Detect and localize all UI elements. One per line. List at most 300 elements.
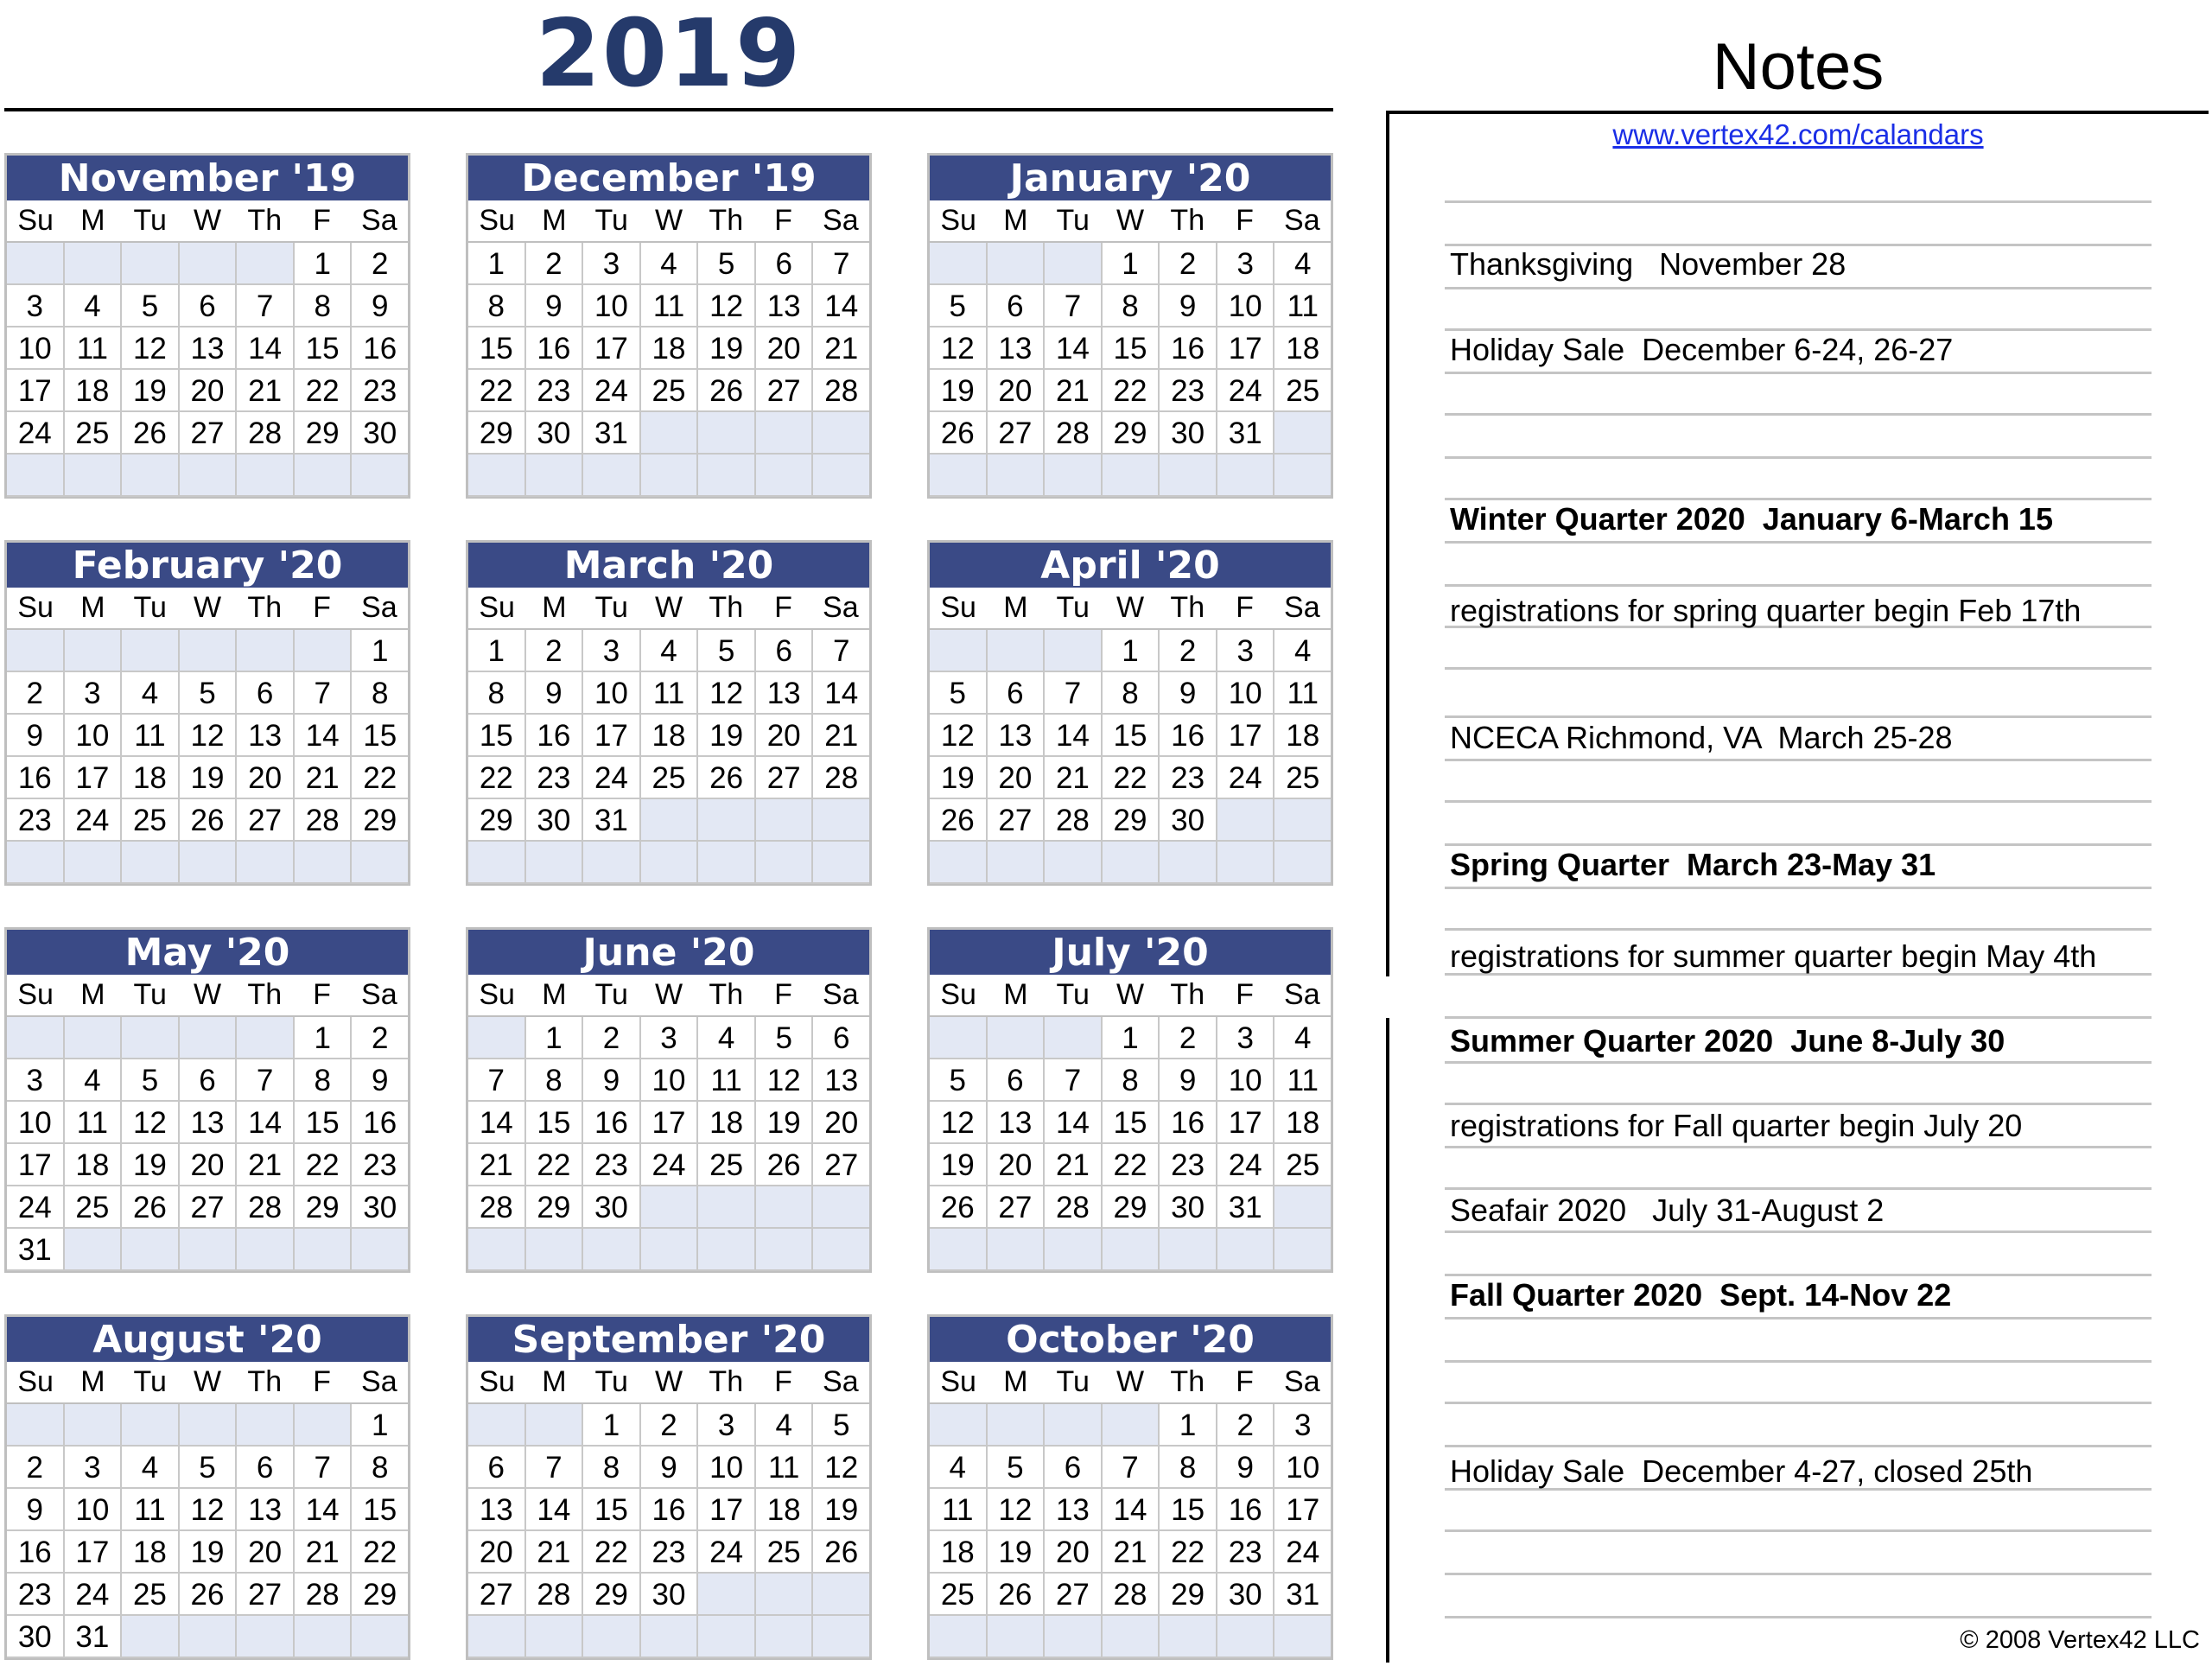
day-cell: 12 xyxy=(698,285,756,327)
empty-day-cell xyxy=(988,1616,1046,1658)
day-cell: 15 xyxy=(352,715,408,757)
day-cell: 29 xyxy=(295,1186,353,1229)
week-row xyxy=(930,630,1331,672)
month-calendar xyxy=(4,153,410,499)
week-row xyxy=(468,1574,869,1616)
empty-day-cell xyxy=(295,1404,353,1447)
day-cell: 14 xyxy=(468,1102,526,1144)
week-row xyxy=(468,1186,869,1229)
note-line xyxy=(1445,1445,2152,1447)
weekday-label: Sa xyxy=(823,591,859,624)
empty-day-cell xyxy=(1274,1229,1331,1271)
day-cell: 30 xyxy=(526,412,584,455)
day-cell: 17 xyxy=(7,370,65,412)
empty-day-cell xyxy=(180,842,238,884)
weekday-label: W xyxy=(1116,978,1145,1011)
day-cell: 6 xyxy=(237,672,295,715)
day-cell: 16 xyxy=(641,1489,699,1531)
weekday-label: M xyxy=(80,204,105,237)
day-cell: 13 xyxy=(756,672,814,715)
day-cell: 2 xyxy=(526,243,584,285)
day-cell: 18 xyxy=(756,1489,814,1531)
weekday-label: Su xyxy=(17,1365,54,1398)
note-entry: Fall Quarter 2020 Sept. 14-Nov 22 xyxy=(1450,1277,1952,1313)
empty-day-cell xyxy=(583,842,641,884)
day-cell: 16 xyxy=(352,327,408,370)
weekday-label: F xyxy=(313,978,331,1011)
day-cell: 19 xyxy=(122,370,180,412)
day-cell: 27 xyxy=(988,412,1046,455)
day-cell: 24 xyxy=(7,1186,65,1229)
day-cell: 1 xyxy=(295,1017,353,1059)
day-cell: 3 xyxy=(1217,1017,1275,1059)
day-cell: 20 xyxy=(237,757,295,799)
vertex42-link[interactable]: www.vertex42.com/calandars xyxy=(1612,118,1984,150)
day-cell: 25 xyxy=(641,370,699,412)
day-cell: 26 xyxy=(988,1574,1046,1616)
weekday-label: Tu xyxy=(594,204,628,237)
weekday-label: Su xyxy=(17,204,54,237)
note-entry: Thanksgiving November 28 xyxy=(1450,246,1847,282)
empty-day-cell xyxy=(1274,1186,1331,1229)
day-cell: 8 xyxy=(468,672,526,715)
empty-day-cell xyxy=(526,1616,584,1658)
day-cell: 1 xyxy=(526,1017,584,1059)
day-cell: 12 xyxy=(930,715,988,757)
week-row xyxy=(930,715,1331,757)
week-row xyxy=(930,285,1331,327)
week-row xyxy=(930,1102,1331,1144)
week-row xyxy=(930,1531,1331,1574)
day-cell: 28 xyxy=(237,412,295,455)
day-cell: 8 xyxy=(583,1447,641,1489)
empty-day-cell xyxy=(1274,799,1331,842)
day-cell: 25 xyxy=(641,757,699,799)
note-line xyxy=(1445,287,2152,289)
weekday-label: Th xyxy=(709,978,744,1011)
empty-day-cell xyxy=(813,799,869,842)
week-row xyxy=(930,1017,1331,1059)
weekday-label: Th xyxy=(709,591,744,624)
day-cell: 20 xyxy=(988,757,1046,799)
day-cell: 9 xyxy=(7,715,65,757)
day-cell: 3 xyxy=(65,1447,123,1489)
week-row xyxy=(468,715,869,757)
day-cell: 4 xyxy=(65,285,123,327)
day-cell: 24 xyxy=(7,412,65,455)
day-cell: 13 xyxy=(237,715,295,757)
week-row xyxy=(7,1017,408,1059)
day-cell: 12 xyxy=(122,1102,180,1144)
day-cell: 6 xyxy=(988,672,1046,715)
empty-day-cell xyxy=(122,630,180,672)
week-row xyxy=(7,630,408,672)
day-cell: 15 xyxy=(468,715,526,757)
week-row xyxy=(468,1447,869,1489)
weekday-label: Tu xyxy=(133,591,167,624)
empty-day-cell xyxy=(698,1574,756,1616)
day-cell: 2 xyxy=(1160,1017,1217,1059)
day-cell: 4 xyxy=(122,1447,180,1489)
empty-day-cell xyxy=(1103,1229,1160,1271)
day-cell: 18 xyxy=(65,1144,123,1186)
day-cell: 24 xyxy=(583,370,641,412)
week-row xyxy=(468,1102,869,1144)
empty-day-cell xyxy=(468,455,526,497)
day-cell: 22 xyxy=(526,1144,584,1186)
empty-day-cell xyxy=(698,799,756,842)
day-cell: 27 xyxy=(756,370,814,412)
day-cell: 27 xyxy=(988,1186,1046,1229)
notes-border-left xyxy=(1386,111,1389,976)
day-cell: 21 xyxy=(237,1144,295,1186)
day-cell: 9 xyxy=(352,1059,408,1102)
day-cell: 29 xyxy=(583,1574,641,1616)
day-cell: 2 xyxy=(7,1447,65,1489)
day-cell: 30 xyxy=(352,412,408,455)
day-cell: 23 xyxy=(7,1574,65,1616)
empty-day-cell xyxy=(1217,1616,1275,1658)
day-cell: 24 xyxy=(641,1144,699,1186)
day-cell: 7 xyxy=(237,285,295,327)
empty-day-cell xyxy=(583,1229,641,1271)
empty-day-cell xyxy=(756,799,814,842)
empty-day-cell xyxy=(352,455,408,497)
weekday-label: W xyxy=(1116,204,1145,237)
week-row xyxy=(930,1144,1331,1186)
empty-day-cell xyxy=(1045,243,1103,285)
empty-day-cell xyxy=(756,412,814,455)
empty-day-cell xyxy=(813,1186,869,1229)
day-cell: 20 xyxy=(237,1531,295,1574)
day-cell: 3 xyxy=(65,672,123,715)
note-entry: Winter Quarter 2020 January 6-March 15 xyxy=(1450,501,2053,537)
empty-day-cell xyxy=(930,1229,988,1271)
day-cell: 16 xyxy=(7,757,65,799)
month-header: April '20 xyxy=(930,543,1331,588)
day-cell: 18 xyxy=(1274,1102,1331,1144)
day-cell: 3 xyxy=(7,285,65,327)
day-cell: 6 xyxy=(180,285,238,327)
note-entry: registrations for spring quarter begin Feb 17th xyxy=(1450,593,2082,628)
day-cell: 23 xyxy=(1160,370,1217,412)
day-cell: 31 xyxy=(583,412,641,455)
day-cell: 20 xyxy=(813,1102,869,1144)
week-row xyxy=(930,327,1331,370)
empty-day-cell xyxy=(930,1404,988,1447)
day-cell: 29 xyxy=(1160,1574,1217,1616)
empty-day-cell xyxy=(813,1616,869,1658)
day-cell: 1 xyxy=(1103,630,1160,672)
day-cell: 22 xyxy=(468,757,526,799)
day-cell: 2 xyxy=(1160,243,1217,285)
day-cell: 30 xyxy=(1160,412,1217,455)
day-cell: 27 xyxy=(237,799,295,842)
day-cell: 28 xyxy=(526,1574,584,1616)
day-cell: 25 xyxy=(698,1144,756,1186)
note-entry: Holiday Sale December 6-24, 26-27 xyxy=(1450,332,1954,367)
day-cell: 29 xyxy=(468,412,526,455)
week-row xyxy=(468,1531,869,1574)
empty-day-cell xyxy=(930,1017,988,1059)
day-cell: 13 xyxy=(468,1489,526,1531)
day-cell: 3 xyxy=(698,1404,756,1447)
weekday-label: W xyxy=(193,978,222,1011)
day-cell: 31 xyxy=(1217,1186,1275,1229)
empty-day-cell xyxy=(1103,842,1160,884)
day-cell: 22 xyxy=(1160,1531,1217,1574)
day-cell: 21 xyxy=(468,1144,526,1186)
day-cell: 1 xyxy=(1160,1404,1217,1447)
week-row xyxy=(930,842,1331,884)
day-cell: 11 xyxy=(1274,285,1331,327)
empty-day-cell xyxy=(237,1017,295,1059)
day-cell: 11 xyxy=(65,1102,123,1144)
day-cell: 25 xyxy=(1274,1144,1331,1186)
weekday-header-row xyxy=(7,975,408,1017)
empty-day-cell xyxy=(641,412,699,455)
empty-day-cell xyxy=(988,455,1046,497)
empty-day-cell xyxy=(1217,455,1275,497)
empty-day-cell xyxy=(813,1574,869,1616)
day-cell: 24 xyxy=(1217,757,1275,799)
week-row xyxy=(468,842,869,884)
empty-day-cell xyxy=(468,1616,526,1658)
day-cell: 19 xyxy=(813,1489,869,1531)
day-cell: 3 xyxy=(1217,243,1275,285)
empty-day-cell xyxy=(65,1404,123,1447)
weekday-label: Th xyxy=(247,591,283,624)
day-cell: 22 xyxy=(1103,757,1160,799)
day-cell: 7 xyxy=(813,630,869,672)
day-cell: 9 xyxy=(7,1489,65,1531)
day-cell: 31 xyxy=(7,1229,65,1271)
weekday-label: M xyxy=(542,978,567,1011)
weekday-header-row xyxy=(930,975,1331,1017)
day-cell: 7 xyxy=(813,243,869,285)
empty-day-cell xyxy=(352,1616,408,1658)
empty-day-cell xyxy=(1160,1616,1217,1658)
weekday-label: W xyxy=(654,978,683,1011)
day-cell: 28 xyxy=(1045,412,1103,455)
empty-day-cell xyxy=(641,842,699,884)
day-cell: 6 xyxy=(180,1059,238,1102)
day-cell: 25 xyxy=(122,799,180,842)
weekday-label: Tu xyxy=(133,1365,167,1398)
year-title: 2019 xyxy=(535,0,803,108)
day-cell: 8 xyxy=(1160,1447,1217,1489)
weekday-label: M xyxy=(1003,978,1028,1011)
weekday-label: Sa xyxy=(361,591,397,624)
day-cell: 7 xyxy=(1045,1059,1103,1102)
weekday-label: F xyxy=(1236,978,1254,1011)
day-cell: 4 xyxy=(1274,630,1331,672)
empty-day-cell xyxy=(988,1017,1046,1059)
weekday-label: Su xyxy=(479,978,515,1011)
empty-day-cell xyxy=(7,1017,65,1059)
day-cell: 23 xyxy=(7,799,65,842)
day-cell: 14 xyxy=(813,285,869,327)
day-cell: 5 xyxy=(930,1059,988,1102)
day-cell: 7 xyxy=(468,1059,526,1102)
week-row xyxy=(930,1059,1331,1102)
day-cell: 13 xyxy=(988,715,1046,757)
month-calendar xyxy=(466,927,872,1273)
day-cell: 8 xyxy=(352,672,408,715)
weekday-label: Sa xyxy=(1284,591,1320,624)
day-cell: 13 xyxy=(988,1102,1046,1144)
empty-day-cell xyxy=(641,1229,699,1271)
empty-day-cell xyxy=(988,1404,1046,1447)
weekday-header-row xyxy=(7,588,408,630)
note-entry: Summer Quarter 2020 June 8-July 30 xyxy=(1450,1023,2005,1059)
day-cell: 16 xyxy=(526,715,584,757)
note-line xyxy=(1445,1317,2152,1319)
day-cell: 15 xyxy=(295,1102,353,1144)
day-cell: 19 xyxy=(698,327,756,370)
empty-day-cell xyxy=(180,1404,238,1447)
day-cell: 6 xyxy=(756,630,814,672)
day-cell: 26 xyxy=(122,412,180,455)
day-cell: 7 xyxy=(1103,1447,1160,1489)
empty-day-cell xyxy=(813,455,869,497)
day-cell: 26 xyxy=(698,370,756,412)
empty-day-cell xyxy=(122,455,180,497)
empty-day-cell xyxy=(698,1186,756,1229)
empty-day-cell xyxy=(295,455,353,497)
weekday-header-row xyxy=(930,1362,1331,1404)
day-cell: 17 xyxy=(7,1144,65,1186)
day-cell: 20 xyxy=(756,327,814,370)
month-calendar xyxy=(466,1314,872,1660)
week-row xyxy=(7,327,408,370)
weekday-label: M xyxy=(80,591,105,624)
empty-day-cell xyxy=(698,412,756,455)
day-cell: 9 xyxy=(641,1447,699,1489)
day-cell: 14 xyxy=(813,672,869,715)
empty-day-cell xyxy=(237,243,295,285)
day-cell: 21 xyxy=(1045,1144,1103,1186)
empty-day-cell xyxy=(65,455,123,497)
copyright-text: © 2008 Vertex42 LLC xyxy=(1960,1626,2200,1654)
month-calendar xyxy=(927,153,1333,499)
empty-day-cell xyxy=(65,1017,123,1059)
month-calendar xyxy=(466,153,872,499)
weekday-label: Sa xyxy=(1284,1365,1320,1398)
day-cell: 29 xyxy=(526,1186,584,1229)
day-cell: 12 xyxy=(930,1102,988,1144)
day-cell: 1 xyxy=(468,630,526,672)
empty-day-cell xyxy=(65,630,123,672)
day-cell: 17 xyxy=(1217,1102,1275,1144)
note-line xyxy=(1445,1616,2152,1618)
weekday-label: F xyxy=(774,591,792,624)
week-row xyxy=(7,1489,408,1531)
empty-day-cell xyxy=(641,1616,699,1658)
empty-day-cell xyxy=(988,1229,1046,1271)
day-cell: 5 xyxy=(988,1447,1046,1489)
day-cell: 28 xyxy=(1045,799,1103,842)
day-cell: 13 xyxy=(180,327,238,370)
empty-day-cell xyxy=(1160,842,1217,884)
day-cell: 11 xyxy=(641,672,699,715)
day-cell: 7 xyxy=(1045,672,1103,715)
day-cell: 12 xyxy=(180,1489,238,1531)
note-line xyxy=(1445,1360,2152,1363)
weekday-label: Su xyxy=(479,204,515,237)
empty-day-cell xyxy=(526,1229,584,1271)
weekday-label: Sa xyxy=(361,204,397,237)
empty-day-cell xyxy=(813,412,869,455)
day-cell: 19 xyxy=(930,370,988,412)
day-cell: 28 xyxy=(813,757,869,799)
day-cell: 21 xyxy=(237,370,295,412)
empty-day-cell xyxy=(237,842,295,884)
day-cell: 4 xyxy=(1274,243,1331,285)
day-cell: 11 xyxy=(122,715,180,757)
weekday-label: M xyxy=(542,204,567,237)
empty-day-cell xyxy=(65,243,123,285)
weekday-label: Tu xyxy=(594,591,628,624)
day-cell: 25 xyxy=(65,1186,123,1229)
month-calendar xyxy=(466,540,872,886)
week-row xyxy=(7,285,408,327)
weekday-label: W xyxy=(193,204,222,237)
day-cell: 2 xyxy=(352,243,408,285)
day-cell: 3 xyxy=(1217,630,1275,672)
week-row xyxy=(7,1447,408,1489)
day-cell: 23 xyxy=(526,370,584,412)
day-cell: 14 xyxy=(295,715,353,757)
note-line xyxy=(1445,1573,2152,1575)
week-row xyxy=(7,412,408,455)
week-row xyxy=(930,672,1331,715)
weekday-label: Sa xyxy=(1284,204,1320,237)
day-cell: 19 xyxy=(988,1531,1046,1574)
weekday-label: M xyxy=(1003,591,1028,624)
empty-day-cell xyxy=(930,630,988,672)
empty-day-cell xyxy=(583,455,641,497)
day-cell: 25 xyxy=(930,1574,988,1616)
day-cell: 19 xyxy=(122,1144,180,1186)
day-cell: 14 xyxy=(1045,1102,1103,1144)
empty-day-cell xyxy=(526,455,584,497)
weekday-label: Sa xyxy=(361,978,397,1011)
empty-day-cell xyxy=(122,1404,180,1447)
day-cell: 11 xyxy=(641,285,699,327)
day-cell: 13 xyxy=(237,1489,295,1531)
empty-day-cell xyxy=(756,455,814,497)
weekday-label: Sa xyxy=(823,1365,859,1398)
day-cell: 17 xyxy=(65,1531,123,1574)
day-cell: 29 xyxy=(352,799,408,842)
day-cell: 29 xyxy=(1103,412,1160,455)
day-cell: 8 xyxy=(526,1059,584,1102)
empty-day-cell xyxy=(698,1229,756,1271)
day-cell: 16 xyxy=(7,1531,65,1574)
month-header: February '20 xyxy=(7,543,408,588)
empty-day-cell xyxy=(237,630,295,672)
week-row xyxy=(930,1186,1331,1229)
day-cell: 4 xyxy=(1274,1017,1331,1059)
weekday-label: Su xyxy=(479,591,515,624)
empty-day-cell xyxy=(813,1229,869,1271)
empty-day-cell xyxy=(1045,630,1103,672)
day-cell: 10 xyxy=(65,715,123,757)
week-row xyxy=(468,370,869,412)
week-row xyxy=(930,1229,1331,1271)
day-cell: 12 xyxy=(180,715,238,757)
